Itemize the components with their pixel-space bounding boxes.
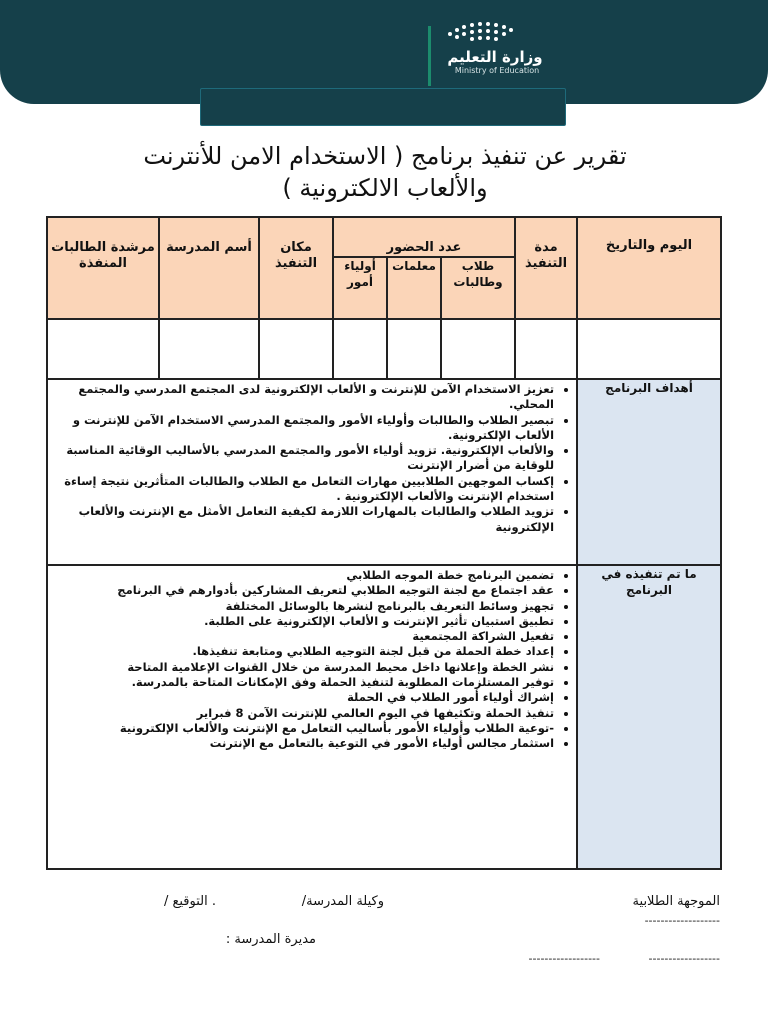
done-item: • عقد اجتماع مع لجنة التوجيه الطلابي لتعريف المشاركين بأدوارهم في البرنامج: [54, 583, 554, 598]
cell-students[interactable]: [441, 319, 515, 379]
done-item: • -توعية الطلاب وأولياء الأمور بأساليب التعامل مع الإنترنت والألعاب الإلكترونية: [54, 721, 554, 736]
goals-cell: [47, 379, 577, 565]
header-day-date: اليوم والتاريخ: [577, 217, 721, 319]
footer-signature: . التوقيع /: [163, 894, 216, 909]
cell-parents[interactable]: [333, 319, 387, 379]
done-item: • تفعيل الشراكة المجتمعية: [54, 629, 554, 644]
footer-dash-1: -------------------: [644, 914, 720, 927]
header-teachers: معلمات: [387, 257, 441, 319]
cell-counselor[interactable]: [47, 319, 159, 379]
goal-item: • تبصير الطلاب والطالبات وأولياء الأمور والمجتمع المدرسي الاستخدام الآمن للإنترنت و الألعاب الإلكترونية.: [54, 413, 554, 444]
goals-list: [48, 380, 576, 537]
done-cell: [47, 565, 577, 869]
goals-label: أهداف البرنامج: [577, 379, 721, 565]
logo-english-text: Ministry of Education: [454, 66, 540, 75]
title-line-2: والألعاب الالكترونية ): [282, 174, 488, 202]
report-table: [46, 216, 722, 870]
cell-school[interactable]: [159, 319, 259, 379]
footer-counselor: الموجهة الطلابية: [632, 894, 720, 909]
header-tab-box: [200, 88, 566, 126]
header-attendance: عدد الحضور: [333, 217, 515, 257]
goal-item: • تزويد الطلاب والطالبات بالمهارات اللازمة لكيفية التعامل الأمثل مع الإنترنت والألعاب الإلكترونية: [54, 504, 554, 535]
header-place: مكان التنفيذ: [259, 217, 333, 319]
header-counselor: مرشدة الطالبات المنفذة: [47, 217, 159, 319]
done-label: ما تم تنفيذه في البرنامج: [577, 565, 721, 869]
header-duration: مدة التنفيذ: [515, 217, 577, 319]
done-item: • تطبيق استبيان تأثير الإنترنت و الألعاب الإلكترونية على الطلبة.: [54, 614, 554, 629]
done-item: • توفير المستلزمات المطلوبة لتنفيذ الحملة وفق الإمكانات المتاحة بالمدرسة.: [54, 675, 554, 690]
header-students: طلاب وطالبات: [441, 257, 515, 319]
done-item: • تنفيذ الحملة وتكثيفها في اليوم العالمي للإنترنت الآمن 8 فبراير: [54, 706, 554, 721]
header-parents: أولياء أمور: [333, 257, 387, 319]
page-title: [60, 140, 710, 204]
footer-dash-2: ------------------: [648, 952, 720, 965]
goal-item: • والألعاب الإلكترونية. تزويد أولياء الأمور والمجتمع المدرسي بالأساليب الوقائية المناسبة للوقاية من أضرار الإنترنت: [54, 443, 554, 474]
logo-arabic-text: وزارة التعليم: [447, 48, 543, 66]
ministry-logo: [428, 20, 548, 80]
header-school: أسم المدرسة: [159, 217, 259, 319]
title-line-1: تقرير عن تنفيذ برنامج ( الاستخدام الامن للأنترنت: [143, 142, 627, 170]
cell-teachers[interactable]: [387, 319, 441, 379]
cell-place[interactable]: [259, 319, 333, 379]
done-list: [48, 566, 576, 754]
logo-accent-bar: [428, 26, 431, 86]
done-item: • إعداد خطة الحملة من قبل لجنة التوجيه الطلابي ومتابعة تنفيذها.: [54, 644, 554, 659]
logo-dots-icon: [442, 20, 522, 46]
done-item: • تضمين البرنامج خطة الموجه الطلابي: [54, 568, 554, 583]
cell-day-date[interactable]: [577, 319, 721, 379]
footer-deputy: وكيلة المدرسة/: [301, 894, 384, 909]
footer-dash-3: ------------------: [528, 952, 600, 965]
footer-principal: مديرة المدرسة :: [225, 932, 316, 947]
cell-duration[interactable]: [515, 319, 577, 379]
goal-item: • تعزيز الاستخدام الآمن للإنترنت و الألعاب الإلكترونية لدى المجتمع المدرسي والمجتمع المحلي.: [54, 382, 554, 413]
goal-item: • إكساب الموجهين الطلابيين مهارات التعامل مع الطلاب والطالبات المتأثرين نتيجة إساءة استخدام الإنترنت والألعاب الإلكترونية .: [54, 474, 554, 505]
done-item: • إشراك أولياء أمور الطلاب في الحملة: [54, 690, 554, 705]
done-item: • تجهيز وسائط التعريف بالبرنامج لنشرها بالوسائل المختلفة: [54, 599, 554, 614]
done-item: • استثمار مجالس أولياء الأمور في التوعية بالتعامل مع الإنترنت: [54, 736, 554, 751]
done-item: • نشر الخطة وإعلانها داخل محيط المدرسة من خلال القنوات الإعلامية المتاحة: [54, 660, 554, 675]
